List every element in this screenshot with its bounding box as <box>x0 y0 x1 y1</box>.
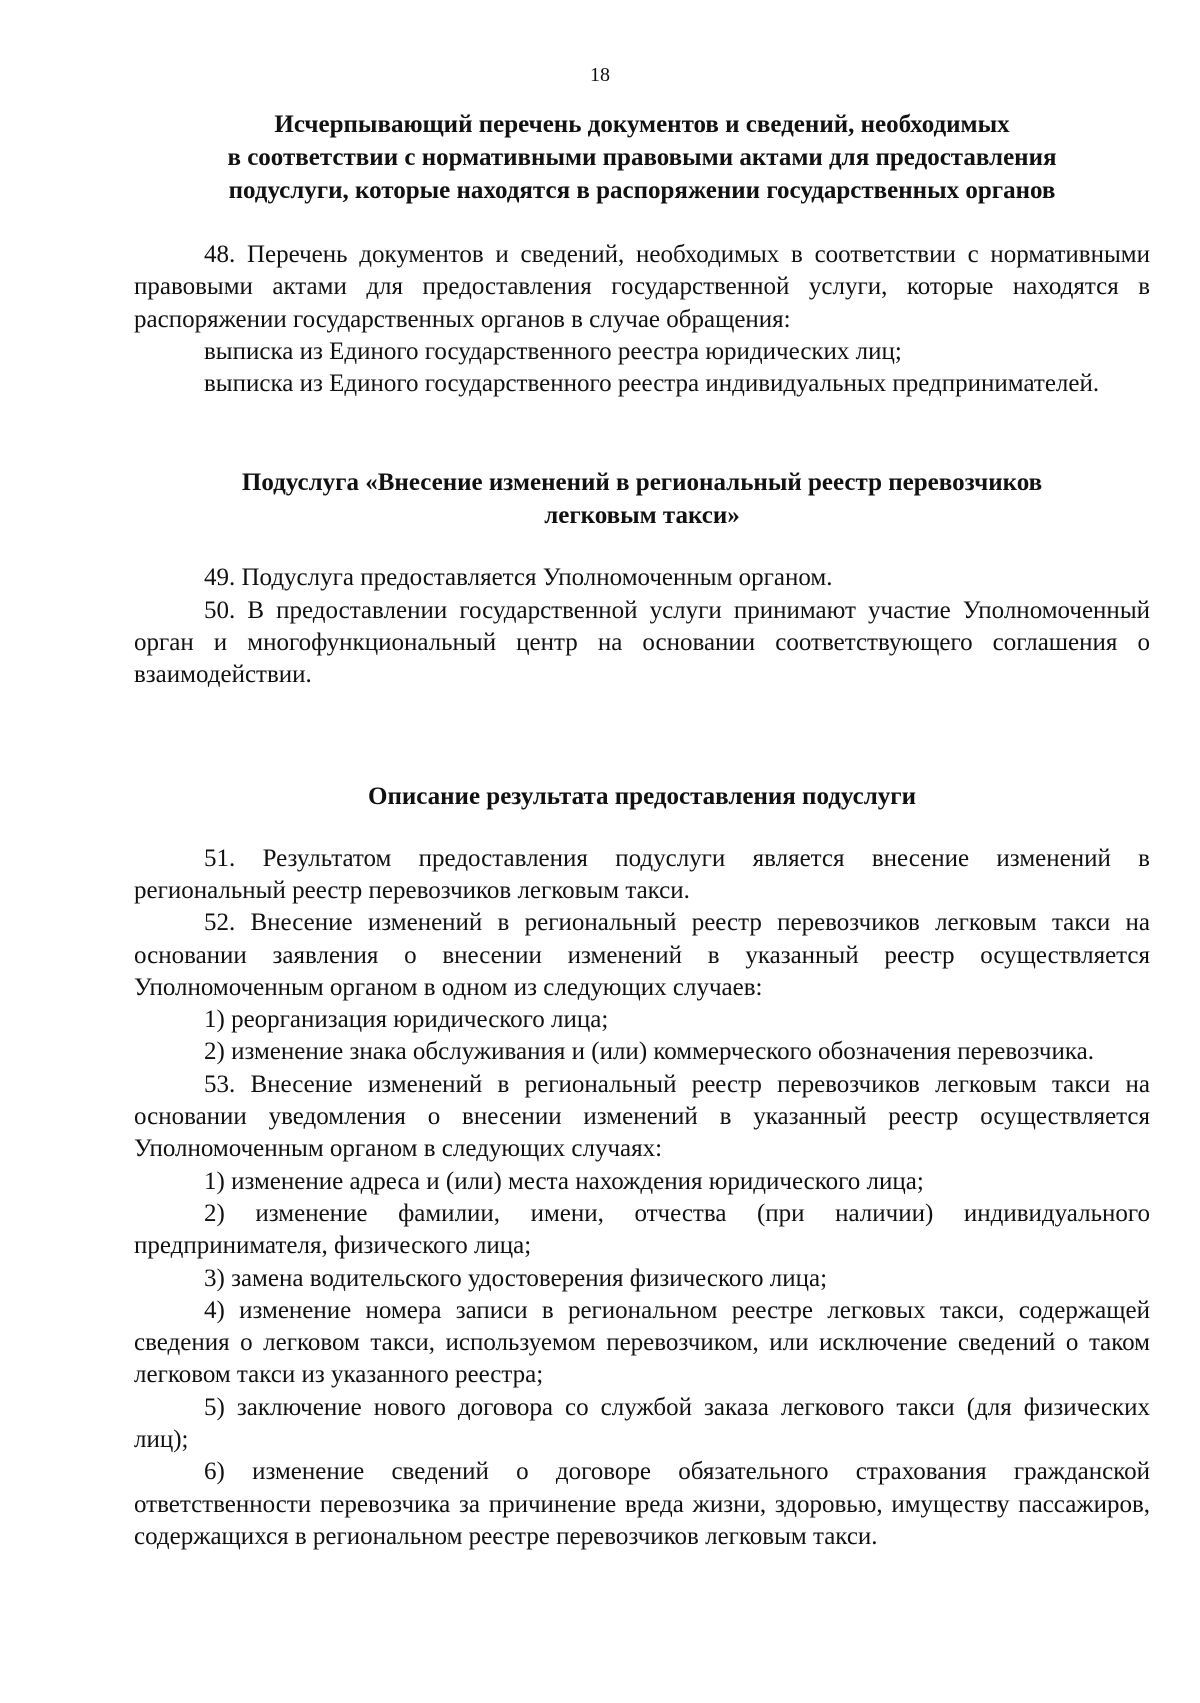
list-item: 2) изменение знака обслуживания и (или) коммерческого обозначения перевозчика. <box>204 1038 1094 1066</box>
heading-line: Подуслуга «Внесение изменений в региональный реестр перевозчиков <box>241 469 1043 497</box>
list-item: 4) изменение номера записи в региональном реестре легковых такси, содержащей сведения о легковом такси, используемом перевозчиком, или исключение сведений о таком легковом такси из указанного реестра; <box>134 1296 1150 1389</box>
heading-line: в соответствии с нормативными правовыми актами для предоставления <box>227 144 1057 171</box>
list-item: 6) изменение сведений о договоре обязательного страхования гражданской ответственности перевозчика за причинение вреда жизни, здоровью, имуществу пассажиров, содержащихся в региональном реестре перевозчиков легковым такси. <box>134 1458 1150 1550</box>
paragraph: 52. Внесение изменений в региональный реестр перевозчиков легковым такси на основании заявления о внесении изменений в указанный реестр осуществляется Уполномоченным органом в одном из следующих случаев: <box>134 909 1150 1001</box>
paragraph: выписка из Единого государственного реестра индивидуальных предпринимателей. <box>204 370 1100 398</box>
paragraph: 51. Результатом предоставления подуслуги является внесение изменений в региональный реестр перевозчиков легковым такси. <box>134 844 1150 904</box>
section-heading <box>134 780 1150 813</box>
section-heading <box>134 466 1150 532</box>
list-item: 5) заключение нового договора со службой заказа легкового такси (для физических лиц); <box>134 1393 1150 1454</box>
heading-line: Исчерпывающий перечень документов и сведений, необходимых <box>274 111 1010 138</box>
list-item: 2) изменение фамилии, имени, отчества (при наличии) индивидуального предпринимателя, физического лица; <box>134 1199 1150 1260</box>
heading-line: Описание результата предоставления подуслуги <box>368 782 916 810</box>
list-item: 3) замена водительского удостоверения физического лица; <box>204 1264 828 1292</box>
section-heading <box>134 108 1150 207</box>
paragraph: выписка из Единого государственного реестра юридических лиц; <box>204 337 902 365</box>
paragraph: 48. Перечень документов и сведений, необходимых в соответствии с нормативными правовыми актами для предоставления государственной услуги, которые находятся в распоряжении государственных органов в случае обращения: <box>134 241 1150 333</box>
paragraph: 53. Внесение изменений в региональный реестр перевозчиков легковым такси на основании уведомления о внесении изменений в указанный реестр осуществляется Уполномоченным органом в следующих случаях: <box>134 1070 1150 1163</box>
document-body <box>134 108 1150 1553</box>
heading-line: легковым такси» <box>544 502 740 530</box>
list-item: 1) реорганизация юридического лица; <box>204 1006 609 1034</box>
paragraph: 49. Подуслуга предоставляется Уполномоченным органом. <box>204 564 833 592</box>
list-item: 1) изменение адреса и (или) места нахождения юридического лица; <box>204 1167 924 1195</box>
paragraph: 50. В предоставлении государственной услуги принимают участие Уполномоченный орган и многофункциональный центр на основании соответствующего соглашения о взаимодействии. <box>134 596 1150 689</box>
heading-line: подуслуги, которые находятся в распоряжении государственных органов <box>228 177 1056 204</box>
page-number: 18 <box>590 64 610 86</box>
